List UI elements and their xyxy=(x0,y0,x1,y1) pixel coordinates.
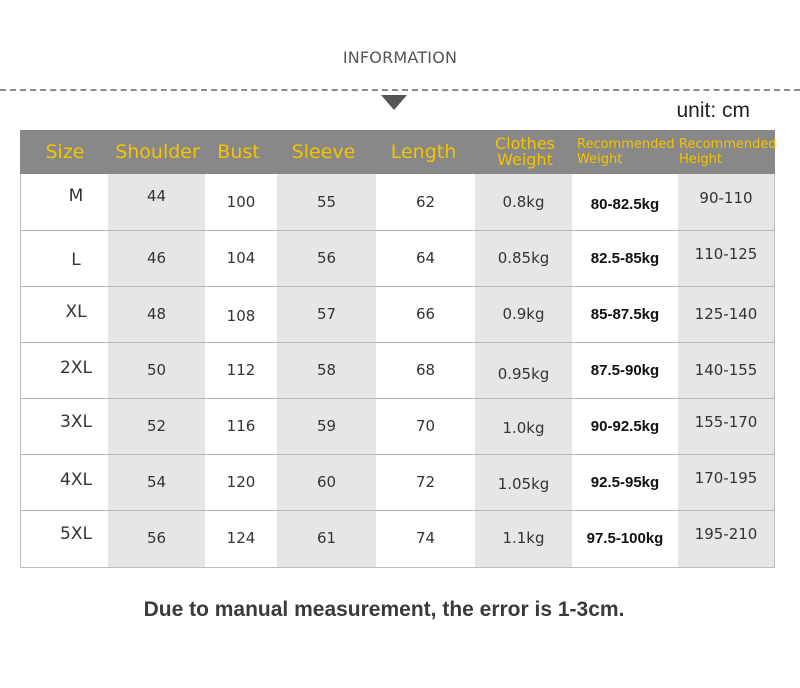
header-recommended-height-line1: Recommended xyxy=(679,137,777,152)
cell-sleeve: 60 xyxy=(316,473,337,491)
cell-size: 3XL xyxy=(60,412,92,432)
unit-label: unit: cm xyxy=(676,99,750,122)
cell-length: 72 xyxy=(415,473,436,491)
header-recommended-weight-line1: Recommended xyxy=(577,137,675,152)
cell-sleeve: 55 xyxy=(316,193,337,211)
cell-shoulder: 48 xyxy=(146,305,167,323)
cell-sleeve: 58 xyxy=(316,361,337,379)
table-row-l xyxy=(21,230,774,286)
cell-clothes-weight: 0.8kg xyxy=(502,193,545,211)
cell-length: 64 xyxy=(415,249,436,267)
header-shoulder: Shoulder xyxy=(115,141,200,163)
cell-length: 70 xyxy=(415,417,436,435)
cell-recommended-weight: 90-92.5kg xyxy=(590,417,660,435)
cell-recommended-weight: 87.5-90kg xyxy=(590,361,660,379)
cell-clothes-weight: 0.85kg xyxy=(497,249,550,267)
cell-recommended-weight: 85-87.5kg xyxy=(590,305,660,323)
cell-bust: 104 xyxy=(226,249,256,267)
table-row-4xl xyxy=(21,454,774,510)
cell-shoulder: 50 xyxy=(146,361,167,379)
cell-length: 74 xyxy=(415,529,436,547)
header-recommended-weight-line2: Weight xyxy=(577,152,623,167)
cell-recommended-height: 110-125 xyxy=(694,245,758,263)
cell-recommended-weight: 92.5-95kg xyxy=(590,473,660,491)
cell-recommended-weight: 97.5-100kg xyxy=(586,529,664,547)
header-clothes-weight xyxy=(485,130,565,174)
cell-length: 66 xyxy=(415,305,436,323)
cell-size: XL xyxy=(65,302,87,322)
cell-sleeve: 56 xyxy=(316,249,337,267)
table-body xyxy=(20,174,775,568)
cell-clothes-weight: 0.95kg xyxy=(497,365,550,383)
cell-size: M xyxy=(68,186,84,206)
size-chart-table xyxy=(20,130,775,569)
cell-size: 5XL xyxy=(60,524,92,544)
table-row-xl xyxy=(21,286,774,342)
header-clothes-weight-line1: Clothes xyxy=(495,134,555,153)
header-sleeve: Sleeve xyxy=(291,141,356,163)
cell-recommended-weight: 82.5-85kg xyxy=(590,249,660,267)
cell-recommended-height: 140-155 xyxy=(694,361,758,379)
table-row-m xyxy=(21,174,774,230)
cell-bust: 108 xyxy=(226,307,256,325)
cell-shoulder: 52 xyxy=(146,417,167,435)
cell-recommended-height: 125-140 xyxy=(694,305,758,323)
table-row-2xl xyxy=(21,342,774,398)
header-size: Size xyxy=(45,141,85,163)
cell-clothes-weight: 1.1kg xyxy=(502,529,545,547)
table-row-5xl xyxy=(21,510,774,566)
header-bust: Bust xyxy=(217,141,260,163)
cell-shoulder: 54 xyxy=(146,473,167,491)
cell-length: 68 xyxy=(415,361,436,379)
cell-recommended-weight: 80-82.5kg xyxy=(590,195,660,213)
cell-clothes-weight: 1.0kg xyxy=(502,419,545,437)
information-heading: INFORMATION xyxy=(342,48,458,67)
cell-bust: 120 xyxy=(226,473,256,491)
header-recommended-height xyxy=(679,130,775,174)
cell-recommended-height: 90-110 xyxy=(699,189,753,207)
down-arrow-icon xyxy=(381,95,407,110)
table-row-3xl xyxy=(21,398,774,454)
cell-size: 2XL xyxy=(60,358,92,378)
header-clothes-weight-line2: Weight xyxy=(497,150,553,169)
cell-shoulder: 46 xyxy=(146,249,167,267)
cell-clothes-weight: 0.9kg xyxy=(502,305,545,323)
cell-sleeve: 61 xyxy=(316,529,337,547)
cell-size: L xyxy=(71,250,81,270)
header-length: Length xyxy=(390,141,457,163)
cell-length: 62 xyxy=(415,193,436,211)
dashed-divider xyxy=(0,89,800,91)
header-recommended-height-line2: Height xyxy=(679,152,722,167)
cell-recommended-height: 170-195 xyxy=(694,469,758,487)
cell-bust: 112 xyxy=(226,361,256,379)
cell-shoulder: 56 xyxy=(146,529,167,547)
cell-clothes-weight: 1.05kg xyxy=(497,475,550,493)
cell-size: 4XL xyxy=(60,470,92,490)
header-recommended-weight xyxy=(577,130,677,174)
cell-sleeve: 59 xyxy=(316,417,337,435)
cell-recommended-height: 155-170 xyxy=(694,413,758,431)
cell-bust: 116 xyxy=(226,417,256,435)
cell-sleeve: 57 xyxy=(316,305,337,323)
cell-shoulder: 44 xyxy=(146,187,167,205)
cell-recommended-height: 195-210 xyxy=(694,525,758,543)
cell-bust: 124 xyxy=(226,529,256,547)
measurement-note: Due to manual measurement, the error is 1-3cm. xyxy=(143,598,625,621)
cell-bust: 100 xyxy=(226,193,256,211)
